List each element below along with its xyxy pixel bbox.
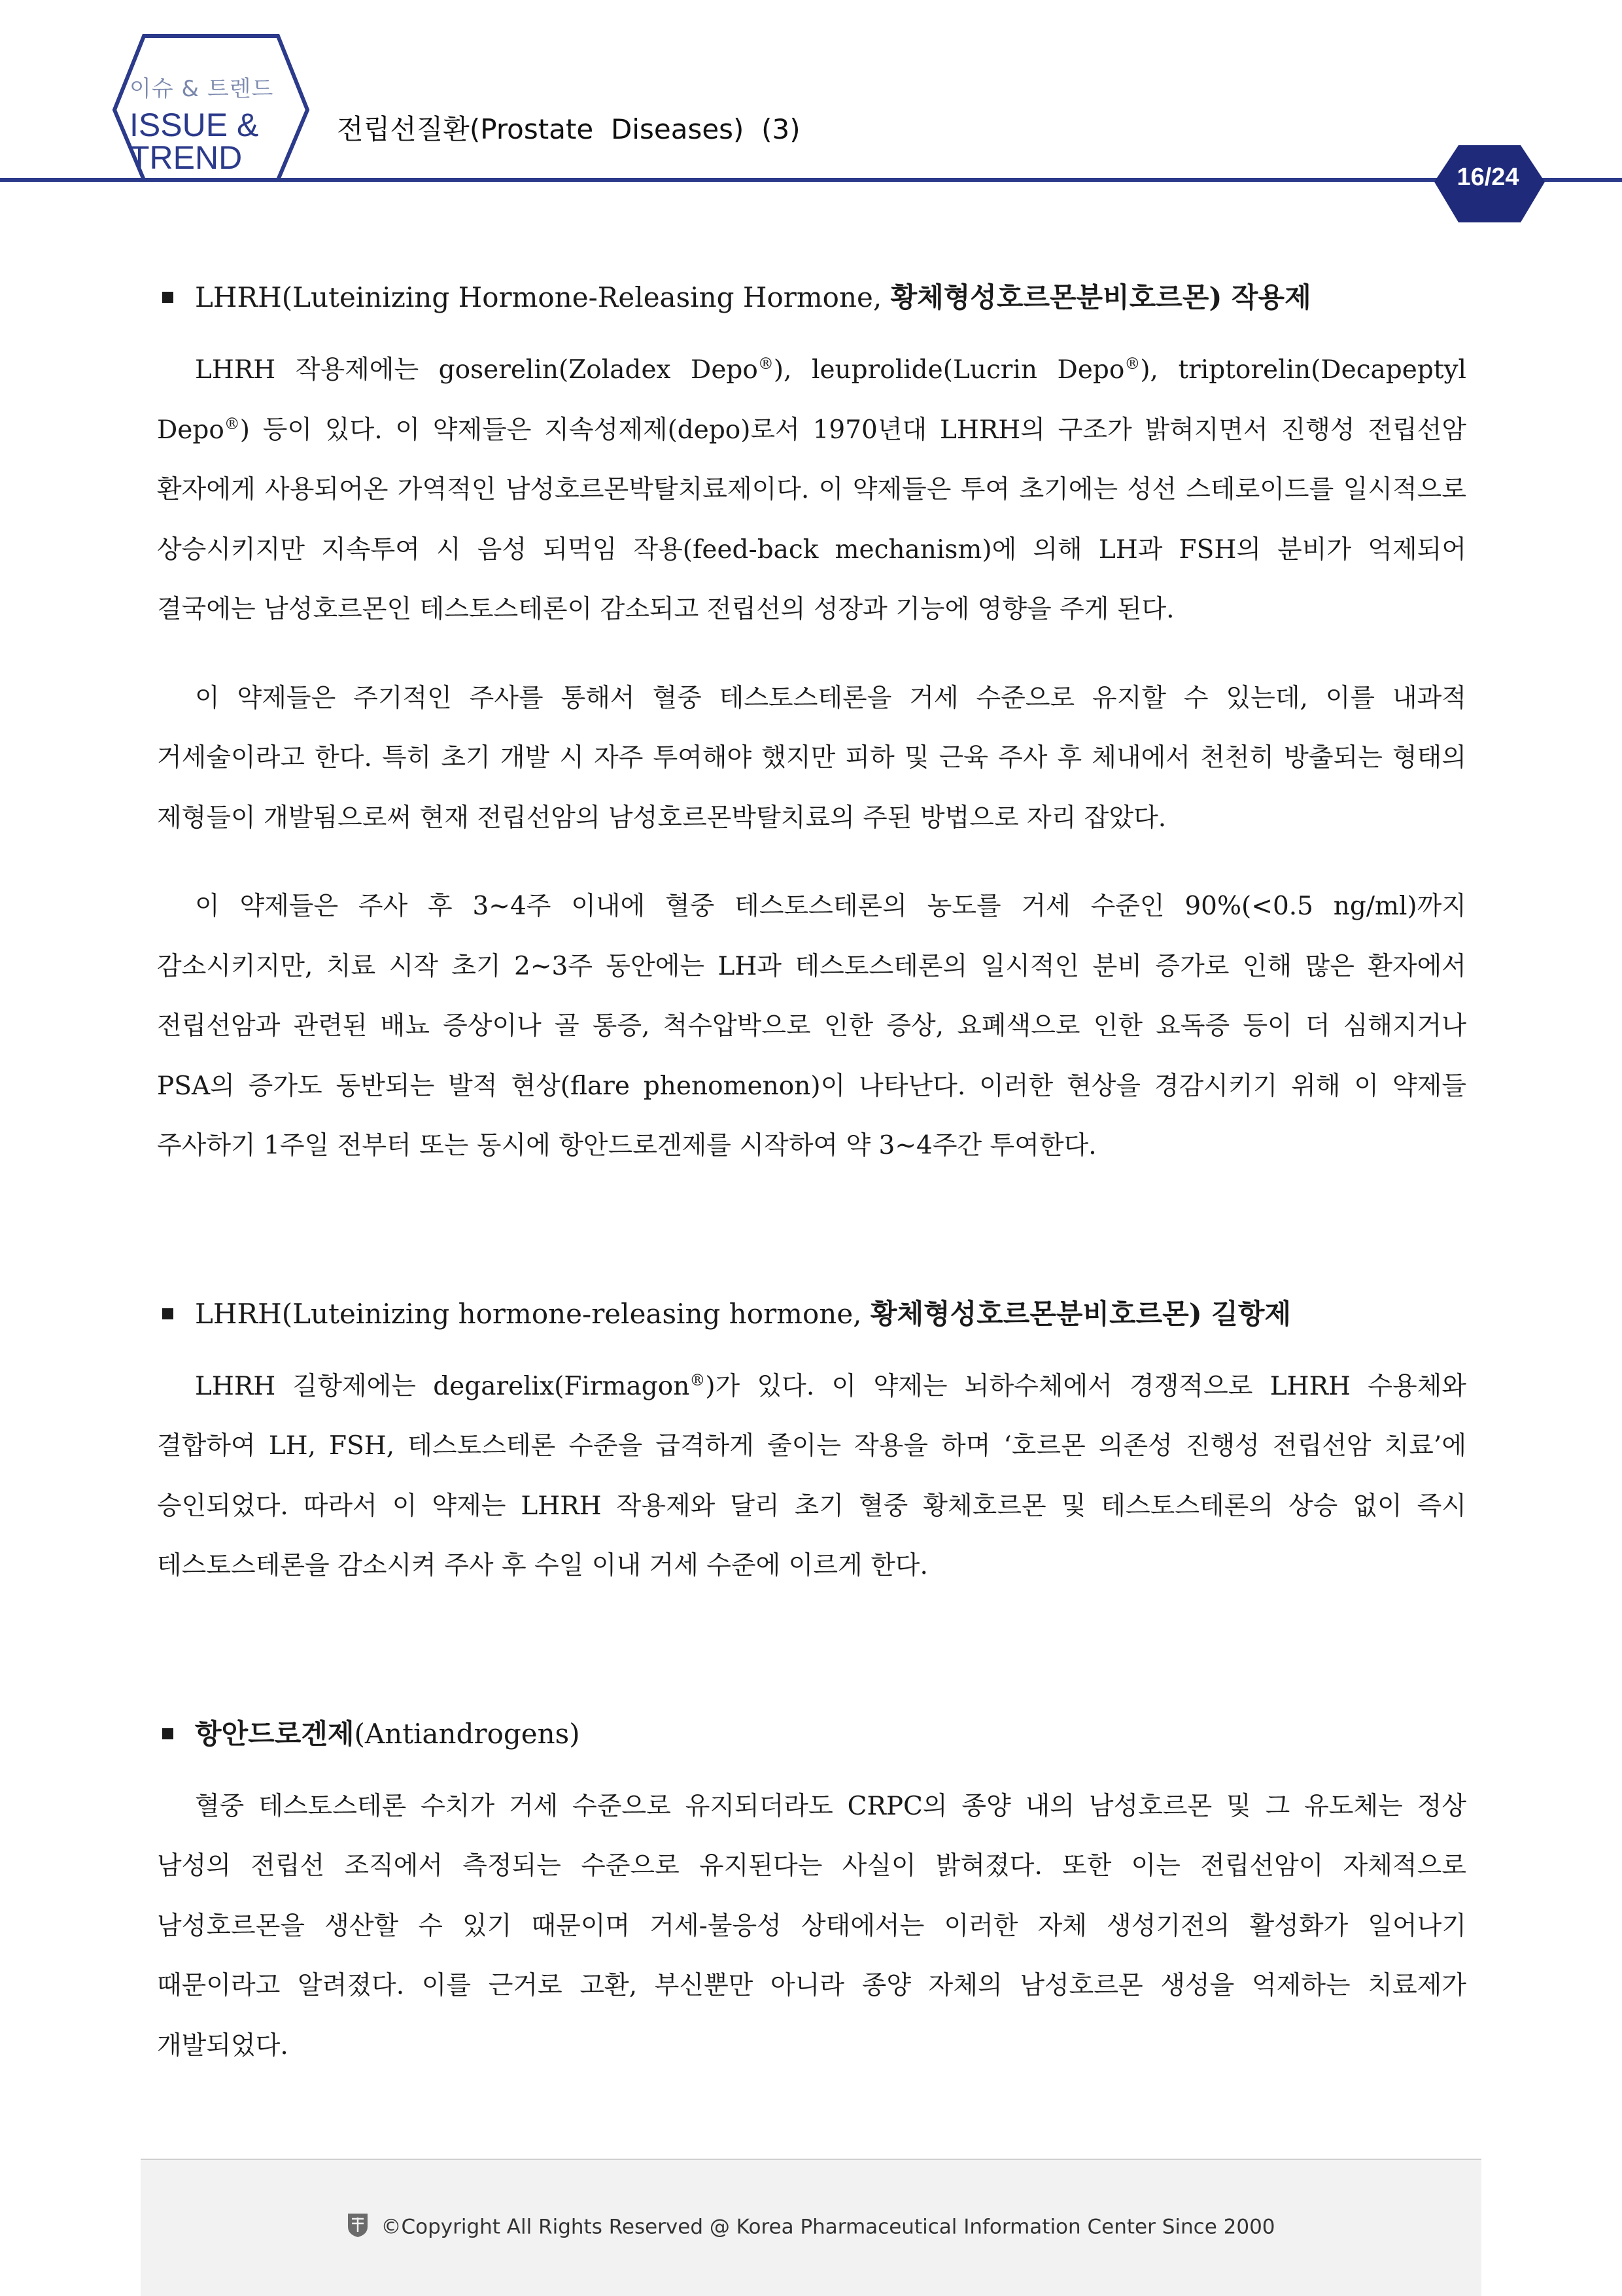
heading-text-bold: 황체형성호르몬분비호르몬) 길항제 bbox=[870, 1297, 1291, 1330]
registered-mark: ® bbox=[689, 1370, 706, 1389]
copyright-text: ©Copyright All Rights Reserved @ Korea Pharmaceutical Information Center Since 2000 bbox=[381, 2215, 1275, 2239]
page-title: 전립선질환(Prostate Diseases) (3) bbox=[337, 113, 801, 145]
badge-label-korean: 이슈 & 트렌드 bbox=[129, 76, 274, 102]
paragraph-agonist-2: 이 약제들은 주기적인 주사를 통해서 혈중 테스토스테론을 거세 수준으로 유지할 수 있는데, 이를 내과적 거세술이라고 한다. 특히 초기 개발 시 자주 투여해야 했지만 피하 및 근육 주사 후 체내에서 천천히 방출되는 형태의 제형들이 개발됨으로써 현재 전립선암의 남성호르몬박탈치료의 주된 방법으로 자리 잡았다. bbox=[157, 683, 1466, 833]
page-header bbox=[0, 0, 1622, 222]
square-bullet-icon bbox=[162, 292, 173, 303]
registered-mark: ® bbox=[224, 414, 240, 433]
section-heading-lhrh-agonist bbox=[157, 275, 1466, 321]
heading-text-bold: 황체형성호르몬분비호르몬) 작용제 bbox=[890, 281, 1311, 313]
section-heading-lhrh-antagonist bbox=[157, 1291, 1466, 1337]
heading-text: (Antiandrogens) bbox=[354, 1717, 580, 1750]
registered-mark: ® bbox=[757, 355, 774, 373]
page-number: 16/24 bbox=[1457, 164, 1519, 191]
paragraph-agonist-3: 이 약제들은 주사 후 3~4주 이내에 혈중 테스토스테론의 농도를 거세 수준인 90%(<0.5 ng/ml)까지 감소시키지만, 치료 시작 초기 2~3주 동안에는 LH과 테스토스테론의 일시적인 분비 증가로 인해 많은 환자에서 전립선암과 관련된 배뇨 증상이나 골 통증, 척수압박으로 인한 증상, 요폐색으로 인한 요독증 등이 더 심해지거나 PSA의 증가도 동반되는 발적 현상(flare phenomenon)이 나타난다. 이러한 현상을 경감시키기 위해 이 약제들 주사하기 1주일 전부터 또는 동시에 항안드로겐제를 시작하여 약 3~4주간 투여한다. bbox=[157, 892, 1466, 1160]
square-bullet-icon bbox=[162, 1728, 173, 1739]
heading-text: LHRH(Luteinizing Hormone-Releasing Hormone, bbox=[195, 281, 891, 313]
heading-text: LHRH(Luteinizing hormone-releasing hormone, bbox=[195, 1297, 871, 1330]
article-body bbox=[157, 275, 1466, 2104]
paragraph-antagonist-1: LHRH 길항제에는 degarelix(Firmagon®)가 있다. 이 약제는 뇌하수체에서 경쟁적으로 LHRH 수용체와 결합하여 LH, FSH, 테스토스테론 수준을 급격하게 줄이는 작용을 하며 ‘호르몬 의존성 진행성 전립선암 치료’에 승인되었다. 따라서 이 약제는 LHRH 작용제와 달리 초기 혈중 황체호르몬 및 테스토스테론의 상승 없이 즉시 테스토스테론을 감소시켜 주사 후 수일 이내 거세 수준에 이르게 한다. bbox=[157, 1370, 1466, 1580]
heading-text-bold: 항안드로겐제 bbox=[195, 1717, 354, 1750]
page-footer bbox=[141, 2159, 1481, 2296]
crest-icon bbox=[347, 2212, 369, 2244]
badge-label-issue: ISSUE & bbox=[129, 107, 259, 143]
section-heading-antiandrogens bbox=[157, 1711, 1466, 1757]
badge-label-trend: TREND bbox=[129, 139, 243, 176]
square-bullet-icon bbox=[162, 1308, 173, 1319]
paragraph-agonist-1: LHRH 작용제에는 goserelin(Zoladex Depo®), leuprolide(Lucrin Depo®), triptorelin(Decapeptyl Depo®) 등이 있다. 이 약제들은 지속성제제(depo)로서 1970년대 LHRH의 구조가 밝혀지면서 진행성 전립선암 환자에게 사용되어온 가역적인 남성호르몬박탈치료제이다. 이 약제들은 투여 초기에는 성선 스테로이드를 일시적으로 상승시키지만 지속투여 시 음성 되먹임 작용(feed-back mechanism)에 의해 LH과 FSH의 분비가 억제되어 결국에는 남성호르몬인 테스토스테론이 감소되고 전립선의 성장과 기능에 영향을 주게 된다. bbox=[157, 355, 1466, 624]
footer-content bbox=[141, 2212, 1481, 2244]
registered-mark: ® bbox=[1124, 355, 1141, 373]
paragraph-antiandrogen-1: 혈중 테스토스테론 수치가 거세 수준으로 유지되더라도 CRPC의 종양 내의 남성호르몬 및 그 유도체는 정상 남성의 전립선 조직에서 측정되는 수준으로 유지된다는 사실이 밝혀졌다. 또한 이는 전립선암이 자체적으로 남성호르몬을 생산할 수 있기 때문이며 거세-불응성 상태에서는 이러한 자체 생성기전의 활성화가 일어나기 때문이라고 알려졌다. 이를 근거로 고환, 부신뿐만 아니라 종양 자체의 남성호르몬 생성을 억제하는 치료제가 개발되었다. bbox=[157, 1791, 1466, 2061]
